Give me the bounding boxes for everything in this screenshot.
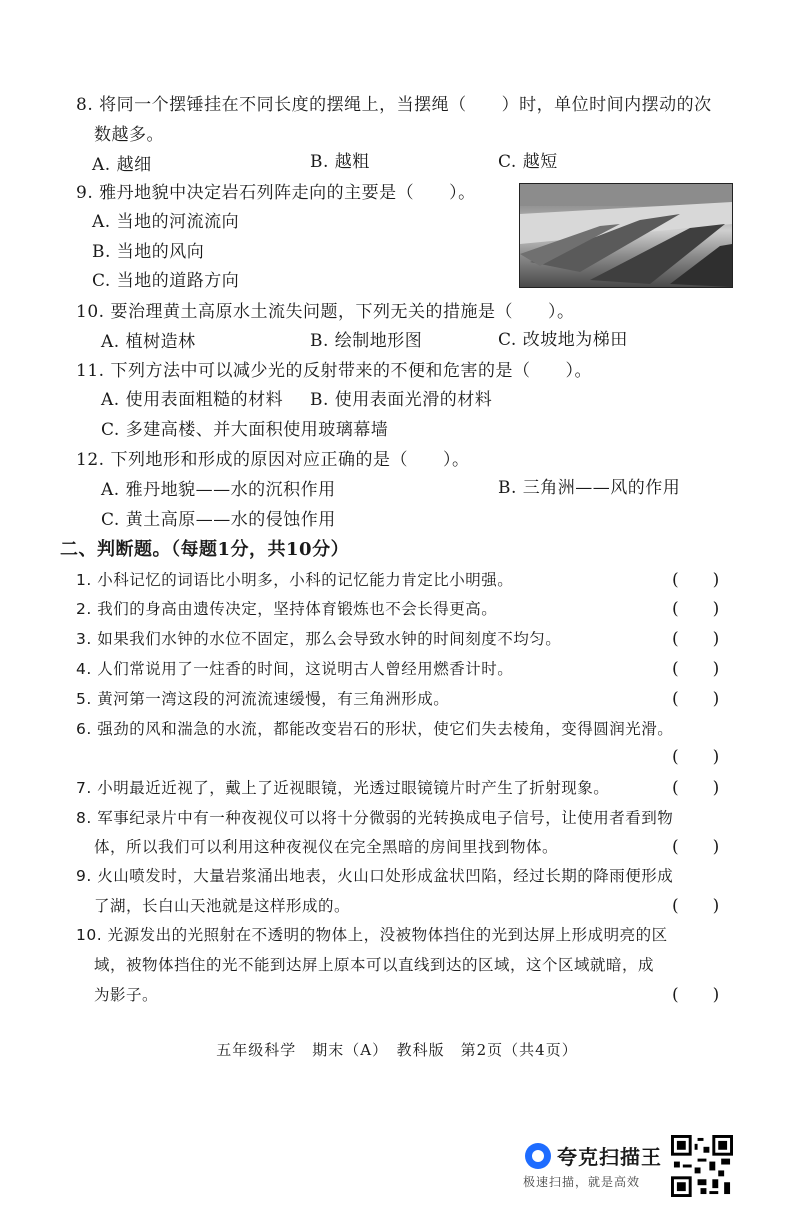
q11-stem: 11. 下列方法中可以减少光的反射带来的不便和危害的是（ ）。 <box>76 361 592 381</box>
tf-answer-bracket-3[interactable]: ( ) <box>672 629 720 649</box>
q10-option-b: B. 绘制地形图 <box>310 331 423 351</box>
scanner-brand-name: 夸克扫描王 <box>557 1145 662 1169</box>
q8-option-c: C. 越短 <box>498 152 558 172</box>
q9-option-c: C. 当地的道路方向 <box>92 271 240 291</box>
q11-option-c: C. 多建高楼、并大面积使用玻璃幕墙 <box>101 420 389 440</box>
tf-item-7: 7. 小明最近近视了，戴上了近视眼镜，光透过眼镜镜片时产生了折射现象。 <box>76 779 610 797</box>
page-footer: 五年级科学 期末（A） 教科版 第2页（共4页） <box>216 1041 578 1059</box>
tf-item-4: 4. 人们常说用了一炷香的时间，这说明古人曾经用燃香计时。 <box>76 660 514 678</box>
tf-answer-bracket-10[interactable]: ( ) <box>672 985 720 1005</box>
tf-item-6: 6. 强劲的风和湍急的水流，都能改变岩石的形状，使它们失去棱角，变得圆润光滑。 <box>76 720 674 738</box>
q8-option-b: B. 越粗 <box>310 152 370 172</box>
tf-item-8-line2: 体，所以我们可以利用这种夜视仪在完全黑暗的房间里找到物体。 <box>94 838 559 856</box>
q12-stem: 12. 下列地形和形成的原因对应正确的是（ ）。 <box>76 450 470 470</box>
yardang-illustration <box>520 184 732 287</box>
tf-answer-bracket-7[interactable]: ( ) <box>672 778 720 798</box>
scanner-watermark <box>521 1137 666 1193</box>
q9-stem: 9. 雅丹地貌中决定岩石列阵走向的主要是（ ）。 <box>76 183 476 203</box>
tf-answer-bracket-4[interactable]: ( ) <box>672 659 720 679</box>
q8-stem-line1: 8. 将同一个摆锤挂在不同长度的摆绳上，当摆绳（ ）时，单位时间内摆动的次 <box>76 95 712 115</box>
tf-answer-bracket-9[interactable]: ( ) <box>672 896 720 916</box>
tf-item-5: 5. 黄河第一湾这段的河流流速缓慢，有三角洲形成。 <box>76 690 450 708</box>
section-2-heading: 二、判断题。（每题1分，共10分） <box>60 539 350 560</box>
q10-option-a: A. 植树造林 <box>101 332 196 352</box>
tf-answer-bracket-1[interactable]: ( ) <box>672 570 720 590</box>
q10-option-c: C. 改坡地为梯田 <box>498 330 628 350</box>
tf-item-2: 2. 我们的身高由遗传决定，坚持体育锻炼也不会长得更高。 <box>76 600 498 618</box>
tf-item-3: 3. 如果我们水钟的水位不固定，那么会导致水钟的时间刻度不均匀。 <box>76 630 562 648</box>
tf-item-10-line1: 10. 光源发出的光照射在不透明的物体上，没被物体挡住的光到达屏上形成明亮的区 <box>76 926 668 944</box>
tf-item-9-line1: 9. 火山喷发时，大量岩浆涌出地表，火山口处形成盆状凹陷，经过长期的降雨便形成 <box>76 867 674 885</box>
tf-item-1: 1. 小科记忆的词语比小明多，小科的记忆能力肯定比小明强。 <box>76 571 514 589</box>
q12-option-a: A. 雅丹地貌——水的沉积作用 <box>101 480 336 500</box>
q9-option-b: B. 当地的风向 <box>92 242 205 262</box>
q11-option-a: A. 使用表面粗糙的材料 <box>101 390 284 410</box>
scanner-slogan: 极速扫描，就是高效 <box>523 1175 641 1189</box>
scanner-logo-icon <box>525 1143 551 1169</box>
tf-item-9-line2: 了湖，长白山天池就是这样形成的。 <box>94 897 351 915</box>
yardang-landform-photo <box>519 183 733 288</box>
tf-answer-bracket-5[interactable]: ( ) <box>672 689 720 709</box>
qr-code-icon <box>671 1135 733 1197</box>
tf-item-10-line3: 为影子。 <box>94 986 159 1004</box>
q12-option-c: C. 黄土高原——水的侵蚀作用 <box>101 510 336 530</box>
q12-option-b: B. 三角洲——风的作用 <box>498 478 681 498</box>
tf-answer-bracket-2[interactable]: ( ) <box>672 599 720 619</box>
q8-stem-line2: 数越多。 <box>94 125 164 145</box>
q9-option-a: A. 当地的河流流向 <box>92 212 240 232</box>
tf-item-10-line2: 域，被物体挡住的光不能到达屏上原本可以直线到达的区域，这个区域就暗，成 <box>94 956 655 974</box>
tf-answer-bracket-6[interactable]: ( ) <box>672 747 720 767</box>
q10-stem: 10. 要治理黄土高原水土流失问题，下列无关的措施是（ ）。 <box>76 302 575 322</box>
tf-answer-bracket-8[interactable]: ( ) <box>672 837 720 857</box>
q11-option-b: B. 使用表面光滑的材料 <box>310 390 493 410</box>
tf-item-8-line1: 8. 军事纪录片中有一种夜视仪可以将十分微弱的光转换成电子信号，让使用者看到物 <box>76 809 674 827</box>
q8-option-a: A. 越细 <box>92 155 152 175</box>
